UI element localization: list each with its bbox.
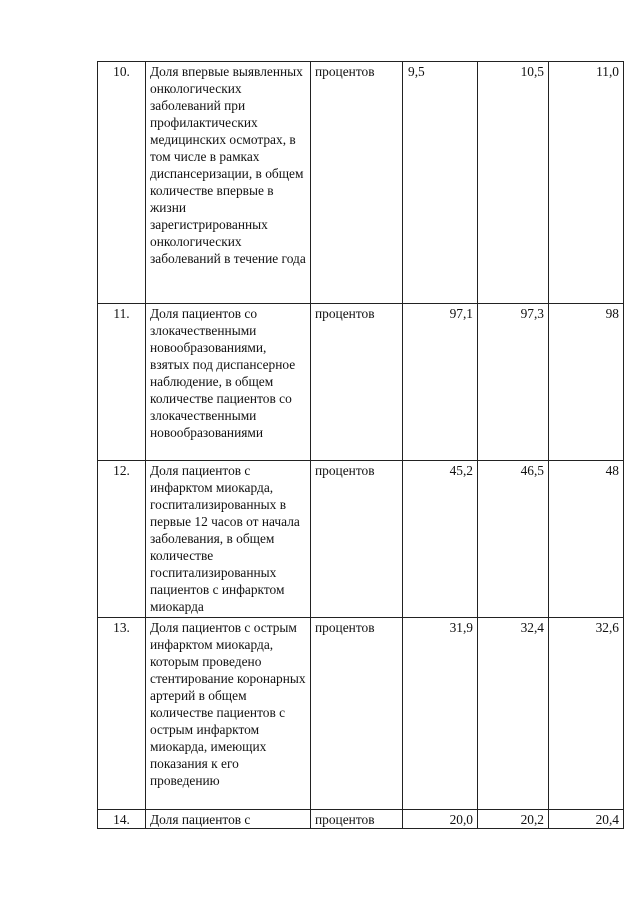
value-year-1: 20,0 [403,810,478,829]
value-year-3: 32,6 [549,618,624,810]
value-year-2: 20,2 [478,810,549,829]
value-year-2: 46,5 [478,461,549,618]
row-number: 13. [98,618,146,810]
unit-cell: процентов [311,810,403,829]
value-year-1: 31,9 [403,618,478,810]
table-row [98,304,624,461]
value-year-1: 97,1 [403,304,478,461]
value-year-3: 20,4 [549,810,624,829]
value-year-1: 9,5 [403,62,478,304]
value-year-3: 48 [549,461,624,618]
value-year-3: 11,0 [549,62,624,304]
unit-cell: процентов [311,304,403,461]
value-year-2: 10,5 [478,62,549,304]
row-number: 10. [98,62,146,304]
indicators-table [97,61,624,829]
value-year-2: 97,3 [478,304,549,461]
indicator-name: Доля впервые выявленных онкологических заболеваний при профилактических медицинских осмотрах, в том числе в рамках диспансеризации, в общем количестве впервые в жизни зарегистрированных онкологических заболеваний в течение года [146,62,311,304]
indicator-name: Доля пациентов с [146,810,311,829]
unit-cell: процентов [311,62,403,304]
table-row [98,62,624,304]
row-number: 12. [98,461,146,618]
indicator-name: Доля пациентов с острым инфарктом миокарда, которым проведено стентирование коронарных артерий в общем количестве пациентов с острым инфарктом миокарда, имеющих показания к его проведению [146,618,311,810]
unit-cell: процентов [311,461,403,618]
value-year-1: 45,2 [403,461,478,618]
table-row [98,810,624,829]
row-number: 14. [98,810,146,829]
row-number: 11. [98,304,146,461]
table-row [98,618,624,810]
indicator-name: Доля пациентов со злокачественными новообразованиями, взятых под диспансерное наблюдение, в общем количестве пациентов со злокачественными новообразованиями [146,304,311,461]
table-row [98,461,624,618]
indicator-name: Доля пациентов с инфарктом миокарда, госпитализированных в первые 12 часов от начала заболевания, в общем количестве госпитализированных пациентов с инфарктом миокарда [146,461,311,618]
value-year-2: 32,4 [478,618,549,810]
value-year-3: 98 [549,304,624,461]
unit-cell: процентов [311,618,403,810]
